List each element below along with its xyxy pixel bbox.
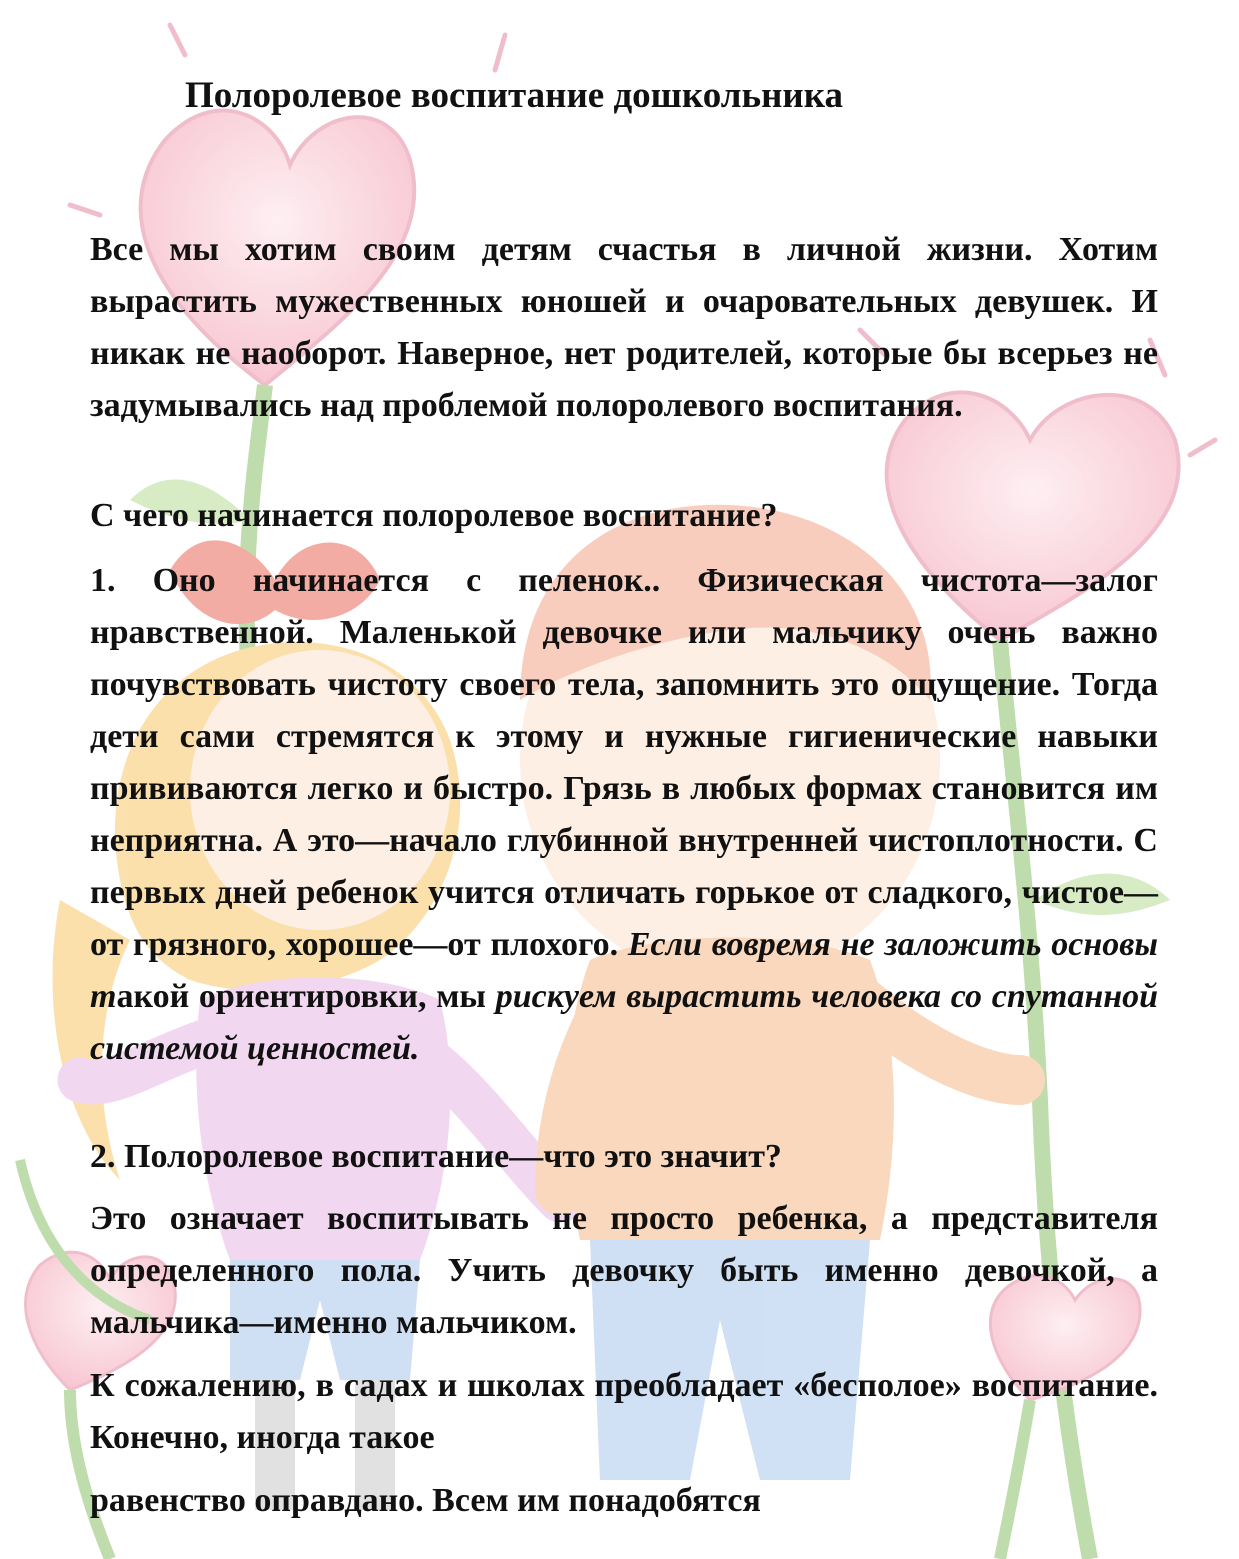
- point-1-paragraph: [90, 555, 1158, 1075]
- question-heading: С чего начинается полоролевое воспитание?: [90, 497, 778, 534]
- point-1-text: 1. Оно начинается с пеленок.. Физическая чистота—залог нравственной. Маленькой девочке или мальчику очень важно почувствовать чистоту своего тела, запомнить это ощущение. Тогда дети сами стремятся к этому и нужные гигиенические навыки прививаются легко и быстро. Грязь в любых формах становится им неприятна. А это—начало глубинной внутренней чистоплотности. С первых дней ребенок учится отличать горькое от сладкого, чистое—от грязного, хорошее—от плохого.: [90, 562, 1158, 963]
- point-1-italic-a: Если вовремя не заложить основы т: [90, 926, 1158, 1015]
- question-2-heading: 2. Полоролевое воспитание—что это значит?: [90, 1138, 782, 1175]
- point-3-paragraph: К сожалению, в садах и школах преобладает «бесполое» воспитание. Конечно, иногда такое: [90, 1367, 1158, 1456]
- point-2-paragraph: Это означает воспитывать не просто ребенка, а представителя определенного пола. Учить девочку быть именно девочкой, а мальчика—именно мальчиком.: [90, 1200, 1158, 1341]
- page-title: Полоролевое воспитание дошкольника: [185, 75, 843, 116]
- intro-paragraph: Все мы хотим своим детям счастья в личной жизни. Хотим вырастить мужественных юношей и очаровательных девушек. И никак не наоборот. Наверное, нет родителей, которые бы всерьез не задумывались над проблемой полоролевого воспитания.: [90, 231, 1158, 424]
- point-4-line: равенство оправдано. Всем им понадобятся: [90, 1482, 761, 1519]
- point-1-italic-c: рискуем вырастить человека со спутанной системой ценностей.: [90, 978, 1158, 1067]
- point-1-plain-b: акой ориентировки, мы: [116, 978, 496, 1015]
